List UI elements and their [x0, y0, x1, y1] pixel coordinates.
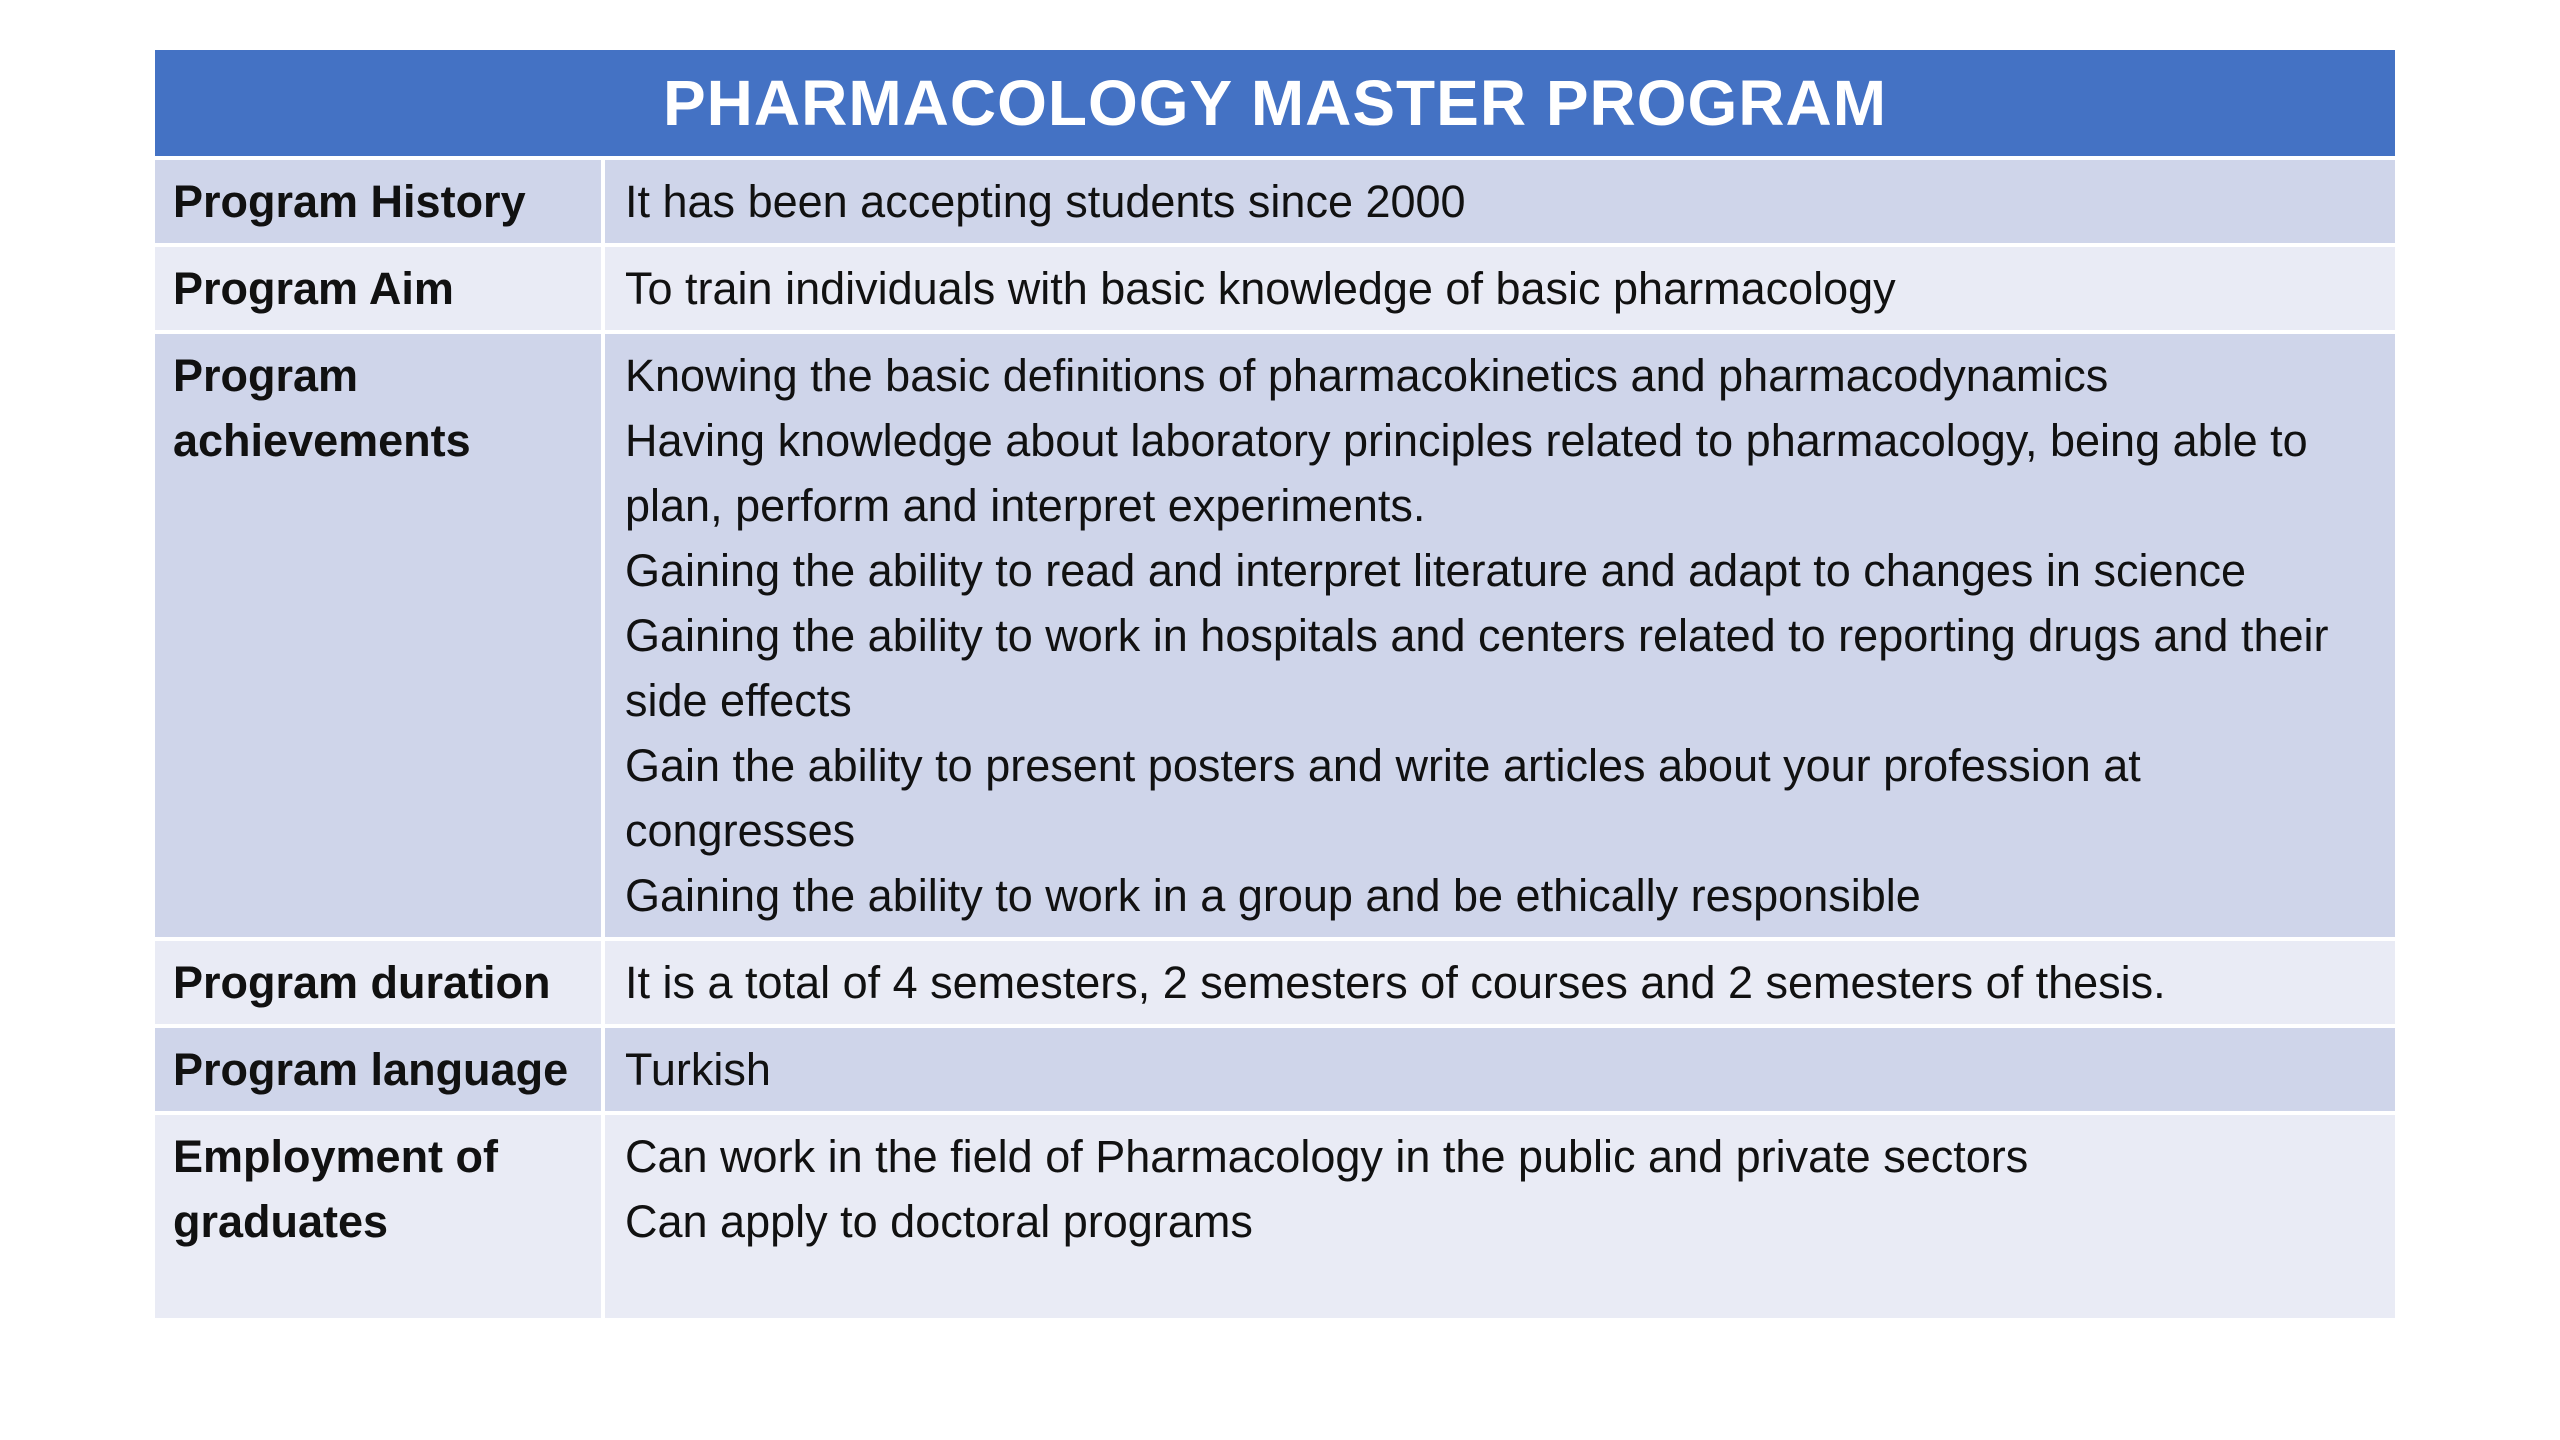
table-row-program-language	[155, 1028, 2395, 1115]
table-header-row	[155, 50, 2395, 160]
row-label: Program History	[155, 160, 605, 247]
table-row-program-duration	[155, 941, 2395, 1028]
table-row-program-aim	[155, 247, 2395, 334]
row-label: Program achievements	[155, 334, 605, 941]
table-row-employment-of-graduates	[155, 1115, 2395, 1322]
row-label: Program language	[155, 1028, 605, 1115]
value-line: Turkish	[625, 1044, 771, 1095]
value-line: Having knowledge about laboratory principles related to pharmacology, being able to plan, perform and interpret experiments.	[625, 415, 2308, 531]
row-value	[605, 160, 2395, 247]
value-line: Knowing the basic definitions of pharmacokinetics and pharmacodynamics	[625, 350, 2109, 401]
value-line: Gaining the ability to work in a group and be ethically responsible	[625, 870, 1921, 921]
row-value	[605, 247, 2395, 334]
value-line: Gaining the ability to work in hospitals and centers related to reporting drugs and their side effects	[625, 610, 2329, 726]
table-row-program-achievements	[155, 334, 2395, 941]
table-title: PHARMACOLOGY MASTER PROGRAM	[155, 50, 2395, 160]
value-line: Can apply to doctoral programs	[625, 1196, 1253, 1247]
row-value	[605, 1115, 2395, 1322]
row-label: Program duration	[155, 941, 605, 1028]
value-line: It has been accepting students since 2000	[625, 176, 1466, 227]
row-value	[605, 334, 2395, 941]
row-value	[605, 1028, 2395, 1115]
value-line: Gaining the ability to read and interpret literature and adapt to changes in science	[625, 545, 2247, 596]
value-line: It is a total of 4 semesters, 2 semesters of courses and 2 semesters of thesis.	[625, 957, 2166, 1008]
value-line: Can work in the field of Pharmacology in the public and private sectors	[625, 1131, 2029, 1182]
row-value	[605, 941, 2395, 1028]
row-label: Program Aim	[155, 247, 605, 334]
row-label: Employment of graduates	[155, 1115, 605, 1322]
value-line: Gain the ability to present posters and write articles about your profession at congresses	[625, 740, 2141, 856]
program-table	[155, 50, 2395, 1322]
table-row-program-history	[155, 160, 2395, 247]
value-line: To train individuals with basic knowledge of basic pharmacology	[625, 263, 1896, 314]
